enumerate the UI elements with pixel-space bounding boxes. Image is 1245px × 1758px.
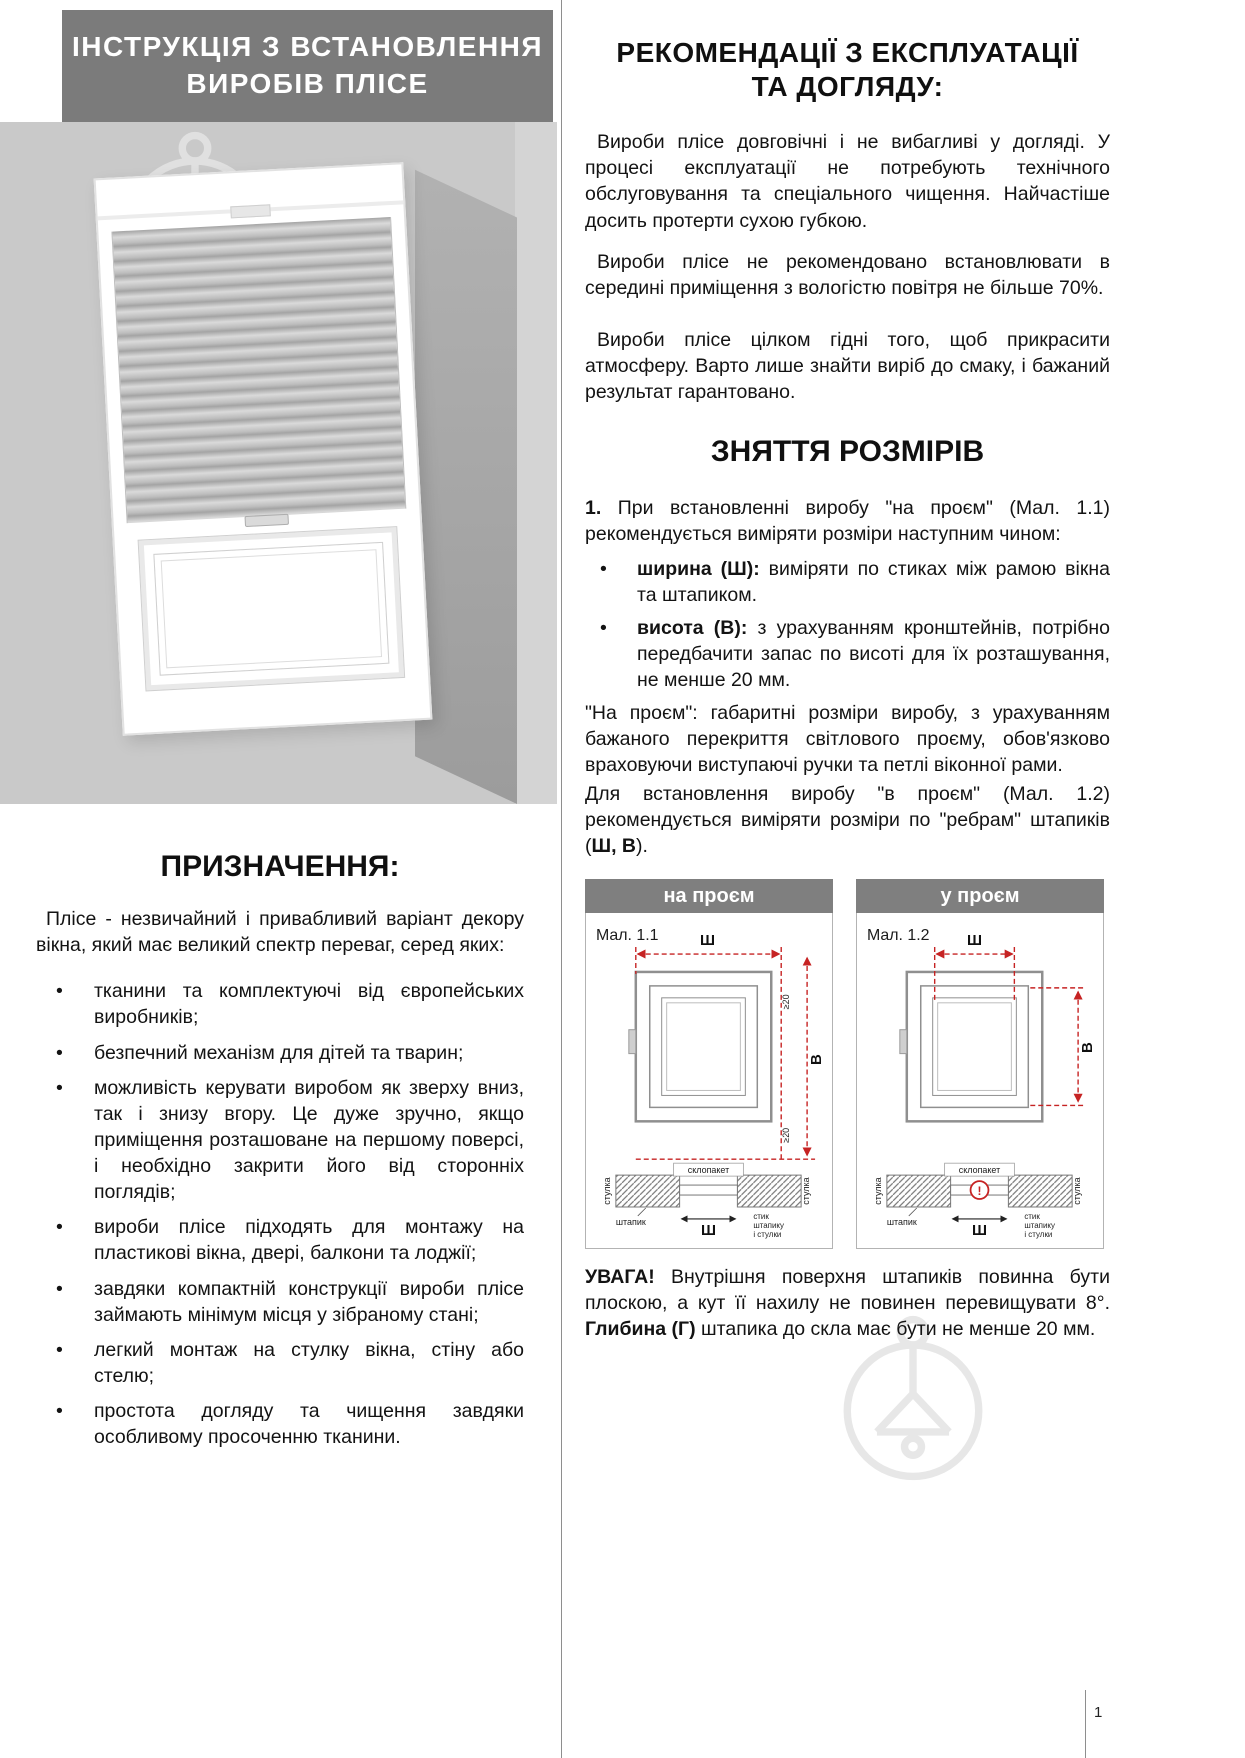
sash-label: стулка: [1072, 1177, 1083, 1205]
attention-lead: УВАГА!: [585, 1265, 655, 1288]
height-label: В: [1079, 1042, 1097, 1053]
measurement-diagram-svg: [586, 913, 832, 1248]
measuring-list: [585, 556, 1110, 694]
purpose-list: [36, 978, 524, 1450]
care-paragraph: Вироби плісе не рекомендовано встановлювати в середині приміщення з вологістю повітря не більше 70%.: [585, 250, 1110, 299]
care-paragraph: Вироби плісе цілком гідні того, щоб прикрасити атмосферу. Варто лише знайти виріб до смаку, і бажаний результат гарантовано.: [585, 328, 1110, 404]
diagram-na-proem-header: на проєм: [585, 879, 833, 913]
term-width-text: виміряти по стиках між рамою вікна та штапиком.: [637, 557, 1110, 606]
joint-label: штапику: [1024, 1220, 1055, 1230]
page-number: [1085, 1690, 1102, 1758]
column-divider: [561, 0, 562, 1758]
term-height: висота (В):: [637, 616, 748, 639]
v-proem-paragraph: [585, 781, 1110, 859]
cross-section: [616, 1175, 801, 1207]
warning-exclamation: !: [977, 1183, 982, 1198]
margin-annotation: ≥20: [781, 1127, 792, 1143]
step-text: При встановленні виробу "на проєм" (Мал. 1.1) рекомендується виміряти розміри наступним чином:: [585, 497, 1110, 546]
list-item: [585, 556, 1110, 608]
v-proem-text-end: ).: [636, 834, 648, 857]
list-item-text: завдяки компактній конструкції вироби плісе займають мінімум місця у зібраному стані;: [94, 1277, 524, 1326]
list-item-text: вироби плісе підходять для монтажу на пластикові вікна, двері, балкони та лоджії;: [94, 1216, 524, 1265]
joint-label: стик: [753, 1211, 769, 1221]
care-title: [585, 36, 1110, 103]
joint-label: штапику: [753, 1220, 784, 1230]
attention-text1: Внутрішня поверхня штапиків повинна бути плоскою, а кут її нахилу не повинен перевищувати 8°.: [585, 1265, 1110, 1315]
diagram-u-proem-header: у проєм: [856, 879, 1104, 913]
bead-label: штапик: [886, 1216, 917, 1227]
attention-text2: штапика до скла має бути не менше 20 мм.: [695, 1318, 1096, 1341]
sash-label: стулка: [872, 1177, 883, 1205]
cordlock: [230, 204, 271, 218]
glazing-label: склопакет: [687, 1165, 730, 1176]
left-column: [0, 0, 557, 1758]
window-glass-inner: [153, 542, 389, 676]
bottom-width-label: Ш: [972, 1221, 988, 1239]
figure-label: Мал. 1.2: [866, 927, 930, 945]
list-item: [36, 1337, 524, 1389]
purpose-title: ПРИЗНАЧЕННЯ:: [160, 850, 400, 883]
glazing-label: склопакет: [958, 1165, 1001, 1176]
sash-label: стулка: [601, 1177, 612, 1205]
term-width: ширина (Ш):: [637, 557, 760, 580]
window-illustration: [0, 122, 557, 804]
list-item-text: легкий монтаж на стулку вікна, стіну або стелю;: [94, 1338, 524, 1387]
window-frame: [94, 162, 433, 735]
care-paragraph: Вироби плісе довговічні і не вибагливі у догляді. У процесі експлуатації не потребують технічного обслуговування та спеціального чищення. Найчастіше досить протерти сухою губкою.: [585, 131, 1110, 232]
height-label: В: [808, 1054, 826, 1065]
right-column: [585, 0, 1110, 1342]
term-height-text: з урахуванням кронштейнів, потрібно передбачити запас по висоті для їх розташування, не менше 20 мм.: [637, 616, 1110, 692]
list-item: [36, 1398, 524, 1450]
list-item-text: можливість керувати виробом як зверху вниз, так і знизу вгору. Це дуже зручно, якщо приміщення розташоване на першому поверсі, і необхідно закрити його від сторонніх поглядів;: [94, 1076, 524, 1204]
margin-annotation: ≥20: [781, 994, 792, 1010]
attention-paragraph: [585, 1264, 1110, 1342]
measurement-diagram-svg: [857, 913, 1103, 1248]
care-title-line2: ТА ДОГЛЯДУ:: [751, 70, 944, 102]
measuring-step1: [585, 495, 1110, 547]
v-proem-bold: Ш, В: [591, 834, 637, 857]
joint-label: і стулки: [1024, 1229, 1053, 1239]
sash-label: стулка: [801, 1177, 812, 1205]
diagram-u-proem-box: [856, 913, 1104, 1249]
instruction-title-line1: ІНСТРУКЦІЯ З ВСТАНОВЛЕННЯ: [71, 31, 544, 63]
joint-label: стик: [1024, 1211, 1040, 1221]
diagram-na-proem-box: [585, 913, 833, 1249]
list-item: [36, 978, 524, 1030]
width-label: Ш: [967, 931, 983, 949]
diagram-u-proem: [856, 879, 1104, 1249]
purpose-section: [36, 850, 524, 1459]
window-glass: [139, 527, 404, 690]
bottom-width-label: Ш: [701, 1221, 717, 1239]
list-item: [36, 1214, 524, 1266]
list-item: [36, 1276, 524, 1328]
window-drawing: [907, 972, 1042, 1121]
width-label: Ш: [700, 931, 716, 949]
shade-handle: [244, 514, 289, 527]
figure-label: Мал. 1.1: [595, 927, 659, 945]
na-proem-paragraph: "На проєм": габаритні розміри виробу, з урахуванням бажаного перекриття світлового проєму, обов'язково враховуючи виступаючі ручки та петлі віконної рами.: [585, 702, 1110, 777]
wall-highlight: [515, 122, 557, 804]
window-handle: [900, 1030, 907, 1054]
list-item: [36, 1075, 524, 1206]
page-number-value: 1: [1094, 1704, 1103, 1721]
v-proem-text: Для встановлення виробу "в проєм" (Мал. 1.2) рекомендується виміряти розміри по "ребрам" штапиків (: [585, 782, 1110, 857]
list-item-text: тканини та комплектуючі від європейських виробників;: [94, 980, 524, 1029]
list-item: [585, 615, 1110, 693]
list-item: [36, 1040, 524, 1066]
step-number: 1.: [585, 497, 602, 520]
diagram-na-proem: [585, 879, 833, 1249]
window-drawing: [636, 972, 771, 1121]
list-item-text: безпечний механізм для дітей та тварин;: [94, 1041, 464, 1064]
measuring-title: ЗНЯТТЯ РОЗМІРІВ: [710, 435, 985, 469]
instruction-title-banner: [62, 10, 553, 122]
pleated-shade: [111, 217, 406, 523]
window-handle: [629, 1030, 636, 1054]
measurement-diagrams: [585, 879, 1110, 1249]
purpose-intro: Плісе - незвичайний і привабливий варіант декору вікна, який має великий спектр переваг, серед яких:: [36, 908, 524, 957]
list-item-text: простота догляду та чищення завдяки особливому просоченню тканини.: [94, 1400, 524, 1449]
bead-label: штапик: [615, 1216, 646, 1227]
care-title-line1: РЕКОМЕНДАЦІЇ З ЕКСПЛУАТАЦІЇ: [616, 37, 1079, 68]
instruction-title-line2: ВИРОБІВ ПЛІСЕ: [186, 68, 429, 99]
attention-bold2: Глибина (Г): [585, 1318, 696, 1341]
joint-label: і стулки: [753, 1229, 782, 1239]
